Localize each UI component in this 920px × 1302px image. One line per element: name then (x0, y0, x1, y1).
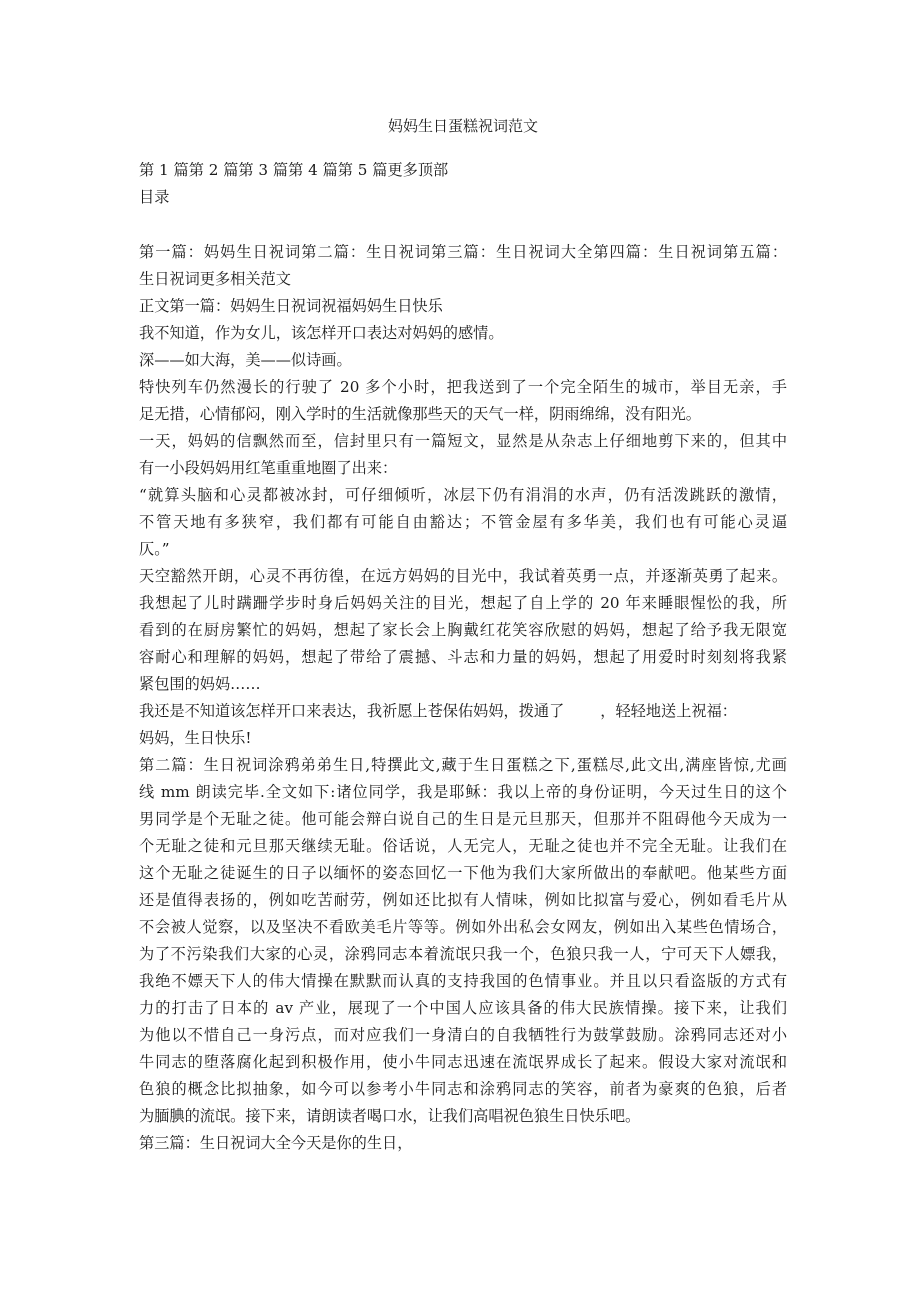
paragraph-line: 有一小段妈妈用红笔重重地圈了出来： (139, 459, 398, 477)
toc-line: 生日祝词更多相关范文 (139, 270, 291, 288)
paragraph-line: 我不知道，作为女儿，该怎样开口表达对妈妈的感情。 (139, 324, 504, 342)
paragraph-line: 容耐心和理解的妈妈，想起了带给了震撼、斗志和力量的妈妈，想起了用爱时时刻刻将我紧 (139, 648, 787, 666)
paragraph-part: 我还是不知道该怎样开口来表达，我祈愿上苍保佑妈妈，拨通了 (139, 702, 565, 720)
section-line: 线 mm 朗读完毕.全文如下:诸位同学，我是耶稣：我以上帝的身份证明，今天过生日的这个 (139, 783, 787, 801)
paragraph-line: 看到的在厨房繁忙的妈妈，想起了家长会上胸戴红花笑容欣慰的妈妈，想起了给予我无限宽 (139, 621, 787, 639)
section-line: 为他以不惜自己一身污点，而对应我们一身清白的自我牺牲行为鼓掌鼓励。涂鸦同志还对小 (139, 1026, 787, 1044)
paragraph-line: 深——如大海，美——似诗画。 (139, 351, 352, 369)
paragraph-line: 我想起了儿时蹒跚学步时身后妈妈关注的目光，想起了自上学的 20 年来睡眼惺忪的我，所 (139, 594, 787, 612)
section-line: 还是值得表扬的，例如吃苦耐劳，例如还比拟有人情味，例如比拟富与爱心，例如看毛片从 (139, 891, 787, 909)
section-line: 个无耻之徒和元旦那天继续无耻。俗话说，人无完人，无耻之徒也并不完全无耻。让我们在 (139, 837, 787, 855)
section-line: 这个无耻之徒诞生的日子以缅怀的姿态回忆一下他为我们大家所做出的奉献吧。他某些方面 (139, 864, 787, 882)
section-heading: 正文第一篇：妈妈生日祝词祝福妈妈生日快乐 (139, 297, 443, 315)
quote-line: 不管天地有多狭窄，我们都有可能自由豁达；不管金屋有多华美，我们也有可能心灵逼 (139, 513, 787, 531)
toc-label: 目录 (139, 188, 170, 206)
paragraph-line: 天空豁然开朗，心灵不再彷徨，在远方妈妈的目光中，我试着英勇一点，并逐渐英勇了起来。 (139, 567, 787, 585)
paragraph-line: 足无措，心情郁闷，刚入学时的生活就像那些天的天气一样，阴雨绵绵，没有阳光。 (139, 405, 701, 423)
section-line: 为了不污染我们大家的心灵，涂鸦同志本着流氓只我一个，色狼只我一人，宁可天下人嫖我， (139, 945, 787, 963)
quote-line: “就算头脑和心灵都被冰封，可仔细倾听，冰层下仍有涓涓的水声，仍有活泼跳跃的激情， (139, 486, 787, 504)
section-line: 我绝不嫖天下人的伟大情操在默默而认真的支持我国的色情事业。并且以只看盗版的方式有 (139, 972, 787, 990)
section-line: 色狼的概念比拟抽象，如今可以参考小牛同志和涂鸦同志的笑容，前者为豪爽的色狼，后者 (139, 1080, 787, 1098)
paragraph-line: 妈妈，生日快乐! (139, 729, 252, 747)
paragraph-line: 一天，妈妈的信飘然而至，信封里只有一篇短文，显然是从杂志上仔细地剪下来的，但其中 (139, 432, 787, 450)
quote-line: 仄。” (139, 540, 170, 558)
toc-line: 第一篇：妈妈生日祝词第二篇：生日祝词第三篇：生日祝词大全第四篇：生日祝词第五篇： (139, 243, 787, 261)
paragraph-line: 紧包围的妈妈…… (139, 675, 261, 693)
section-line: 为腼腆的流氓。接下来，请朗读者喝口水，让我们高唱祝色狼生日快乐吧。 (139, 1107, 641, 1125)
section-line: 力的打击了日本的 av 产业，展现了一个中国人应该具备的伟大民族情操。接下来，让我们 (139, 999, 787, 1017)
paragraph-line (139, 699, 737, 723)
section-line: 不会被人觉察，以及坚决不看欧美毛片等等。例如外出私会女网友，例如出入某些色情场合， (139, 918, 787, 936)
paragraph-part: ，轻轻地送上祝福： (600, 702, 737, 720)
section-line: 第二篇：生日祝词涂鸦弟弟生日,特撰此文,藏于生日蛋糕之下,蛋糕尽,此文出,满座皆惊,尤画 (139, 756, 787, 774)
section-line: 第三篇：生日祝词大全今天是你的生日， (139, 1134, 413, 1152)
paragraph-line: 特快列车仍然漫长的行驶了 20 多个小时，把我送到了一个完全陌生的城市，举目无亲，手 (139, 378, 787, 396)
document-title: 妈妈生日蛋糕祝词范文 (387, 117, 538, 135)
section-line: 男同学是个无耻之徒。他可能会辩白说自己的生日是元旦那天，但那并不阻碍他今天成为一 (139, 810, 787, 828)
nav-links[interactable]: 第 1 篇第 2 篇第 3 篇第 4 篇第 5 篇更多顶部 (139, 161, 449, 179)
section-line: 牛同志的堕落腐化起到积极作用，使小牛同志迅速在流氓界成长了起来。假设大家对流氓和 (139, 1053, 787, 1071)
